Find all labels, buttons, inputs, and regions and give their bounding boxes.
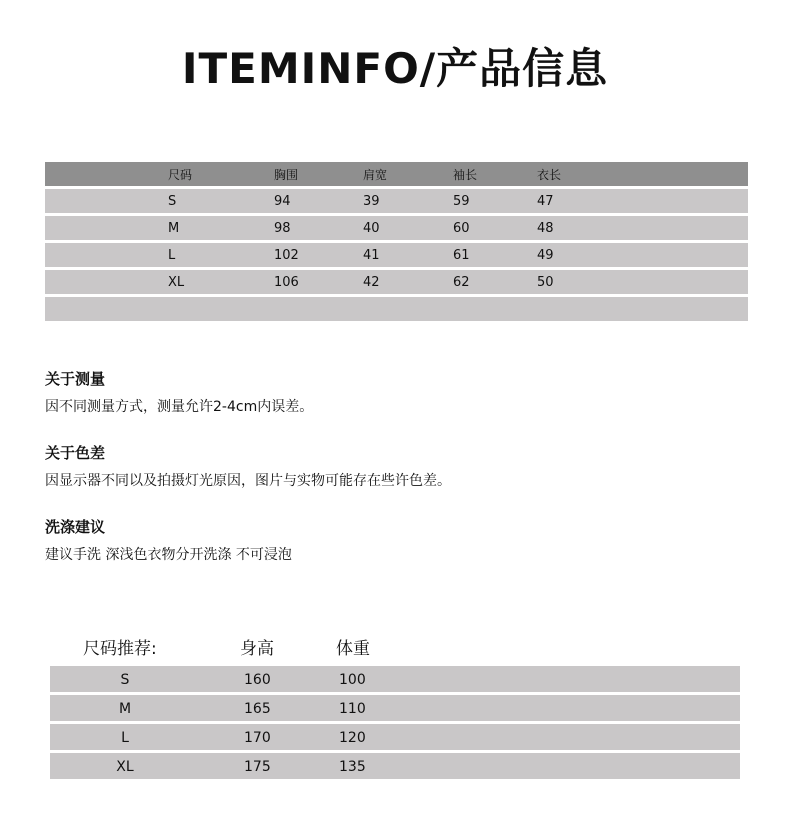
table-cell: 100 [339, 672, 366, 688]
note-title: 关于测量 [45, 370, 106, 388]
table-row [50, 724, 740, 750]
table-cell: 98 [274, 221, 291, 236]
table-cell: 39 [363, 194, 380, 209]
table-cell: 42 [363, 275, 380, 290]
note-color-difference [45, 442, 745, 492]
table-row [50, 666, 740, 692]
table-cell: 60 [453, 221, 470, 236]
table-cell: 47 [537, 194, 554, 209]
table-cell: 49 [537, 248, 554, 263]
table-cell: 135 [339, 759, 366, 775]
table-row [50, 695, 740, 721]
table-cell: 61 [453, 248, 470, 263]
header-cell: 尺码 [168, 168, 193, 182]
note-title: 洗涤建议 [45, 518, 106, 536]
note-body: 建议手洗 深浅色衣物分开洗涤 不可浸泡 [45, 547, 292, 563]
header-cell: 袖长 [453, 168, 478, 182]
table-cell: 50 [537, 275, 554, 290]
table-cell: S [168, 194, 177, 209]
table-cell: M [118, 701, 132, 717]
table-cell: 160 [244, 672, 271, 688]
table-row [45, 270, 748, 294]
page-title: ITEMINFO/产品信息 [181, 44, 609, 93]
table-row [50, 753, 740, 779]
table-cell: 110 [339, 701, 366, 717]
recommend-label: 尺码推荐: [83, 639, 157, 659]
table-cell: M [168, 221, 180, 236]
notes-section [45, 368, 745, 590]
size-table [45, 162, 748, 321]
table-cell: XL [116, 759, 134, 775]
note-measurement [45, 368, 745, 418]
table-row-empty [45, 297, 748, 321]
table-cell: 102 [274, 248, 299, 263]
note-body: 因不同测量方式，测量允许2-4cm内误差。 [45, 399, 314, 415]
size-table-header [45, 162, 748, 186]
note-body: 因显示器不同以及拍摄灯光原因，图片与实物可能存在些许色差。 [45, 473, 451, 489]
note-washing [45, 516, 745, 566]
table-cell: 170 [244, 730, 271, 746]
table-cell: 59 [453, 194, 470, 209]
note-title: 关于色差 [45, 444, 106, 462]
weight-label: 体重 [336, 639, 370, 659]
table-cell: 48 [537, 221, 554, 236]
header-cell: 衣长 [537, 168, 562, 182]
table-cell: XL [168, 275, 185, 290]
header-cell: 肩宽 [363, 168, 388, 182]
table-row [45, 189, 748, 213]
table-cell: 120 [339, 730, 366, 746]
table-row [45, 243, 748, 267]
table-cell: 106 [274, 275, 299, 290]
recommend-header [0, 636, 790, 662]
table-cell: 41 [363, 248, 380, 263]
height-label: 身高 [240, 639, 274, 659]
table-row [45, 216, 748, 240]
table-cell: 165 [244, 701, 271, 717]
header-cell: 胸围 [274, 168, 299, 182]
table-cell: 40 [363, 221, 380, 236]
table-cell: S [120, 672, 130, 688]
recommend-table [50, 666, 740, 782]
table-cell: 62 [453, 275, 470, 290]
table-cell: L [121, 730, 129, 746]
table-cell: 94 [274, 194, 291, 209]
table-cell: 175 [244, 759, 271, 775]
table-cell: L [168, 248, 176, 263]
